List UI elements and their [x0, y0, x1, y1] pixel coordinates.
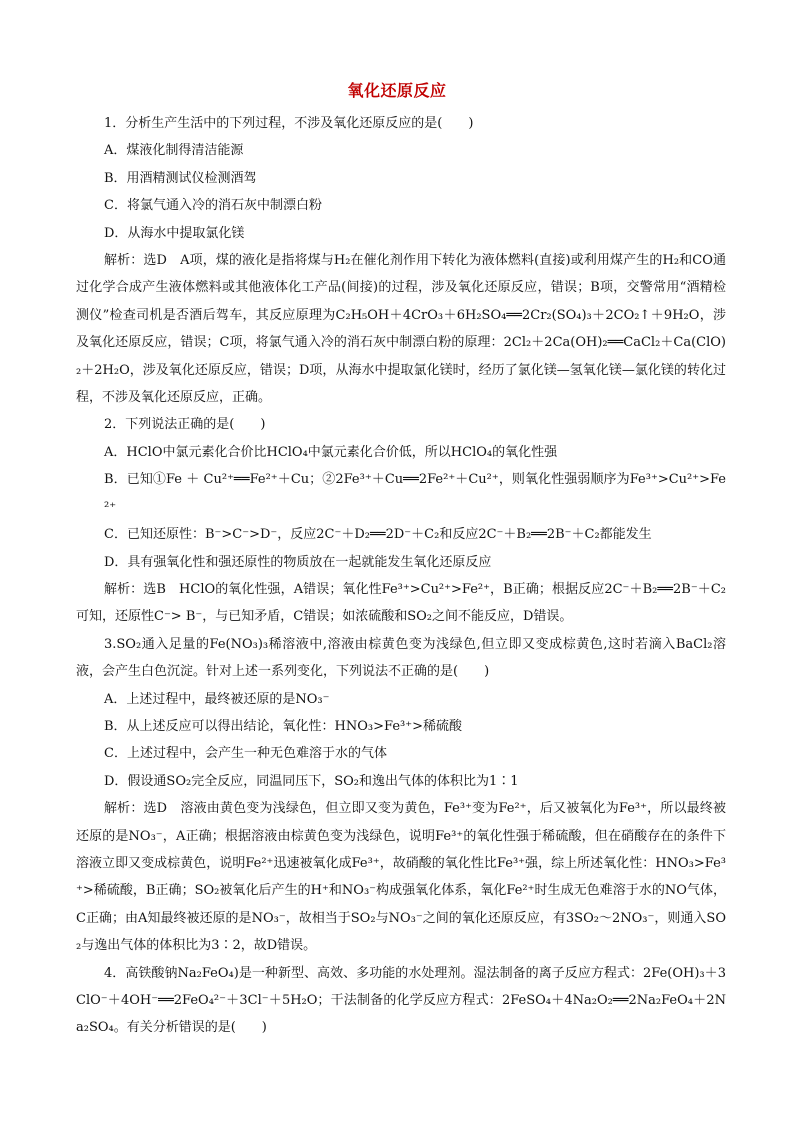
question-2-explanation: 解析：选B HClO的氧化性强，A错误；氧化性Fe³⁺>Cu²⁺>Fe²⁺，B正确；根据反应2C⁻＋B₂══2B⁻＋C₂可知，还原性C⁻> B⁻，与已知矛盾，C错误；如浓硫酸和SO₂之间不能反应，D错误。: [76, 581, 726, 625]
question-3-option-d: D．假设通SO₂完全反应，同温同压下，SO₂和逸出气体的体积比为1∶1: [104, 773, 519, 789]
document-body: [76, 110, 726, 1042]
question-3-explanation: 解析：选D 溶液由黄色变为浅绿色，但立即又变为黄色，Fe³⁺变为Fe²⁺，后又被氧化为Fe³⁺，所以最终被还原的是NO₃⁻，A正确；根据溶液由棕黄色变为浅绿色，说明Fe³⁺的氧化性强于稀硫酸，但在硝酸存在的条件下溶液立即又变成棕黄色，说明Fe²⁺迅速被氧化成Fe³⁺，故硝酸的氧化性比Fe³⁺强，综上所述氧化性：HNO₃>Fe³⁺>稀硫酸，B正确；SO₂被氧化后产生的H⁺和NO₃⁻构成强氧化体系，氧化Fe²⁺时生成无色难溶于水的NO气体，C正确；由A知最终被还原的是NO₃⁻，故相当于SO₂与NO₃⁻之间的氧化还原反应，有3SO₂～2NO₃⁻，则通入SO₂与逸出气体的体积比为3∶2，故D错误。: [76, 801, 726, 954]
question-3-option-c: C．上述过程中，会产生一种无色难溶于水的气体: [104, 746, 387, 762]
question-4-stem: 4．高铁酸钠Na₂FeO₄)是一种新型、高效、多功能的水处理剂。湿法制备的离子反应方程式：2Fe(OH)₃＋3ClO⁻＋4OH⁻══2FeO₄²⁻＋3Cl⁻＋5H₂O；干法制备的化学反应方程式：2FeSO₄＋4Na₂O₂══2Na₂FeO₄＋2Na₂SO₄。有关分析错误的是( ): [76, 965, 726, 1036]
question-3-option-b: B．从上述反应可以得出结论，氧化性：HNO₃>Fe³⁺>稀硫酸: [104, 718, 462, 734]
question-2-option-c: C．已知还原性：B⁻>C⁻>D⁻，反应2C⁻＋D₂══2D⁻＋C₂和反应2C⁻＋B₂══2B⁻＋C₂都能发生: [104, 527, 652, 543]
question-1-option-d: D．从海水中提取氯化镁: [104, 225, 245, 241]
question-1-option-c: C．将氯气通入冷的消石灰中制漂白粉: [104, 198, 322, 214]
question-1-option-a: A．煤液化制得清洁能源: [104, 143, 244, 159]
page-title: 氧化还原反应: [347, 81, 447, 100]
question-2-option-b: B．已知①Fe ＋ Cu²⁺══Fe²⁺＋Cu；②2Fe³⁺＋Cu══2Fe²⁺＋Cu²⁺，则氧化性强弱顺序为Fe³⁺>Cu²⁺>Fe²⁺: [104, 472, 726, 515]
question-3-stem: 3.SO₂通入足量的Fe(NO₃)₃稀溶液中,溶液由棕黄色变为浅绿色,但立即又变成棕黄色,这时若滴入BaCl₂溶液，会产生白色沉淀。针对上述一系列变化，下列说法不正确的是( ): [76, 636, 727, 680]
question-1-explanation: 解析：选D A项，煤的液化是指将煤与H₂在催化剂作用下转化为液体燃料(直接)或利用煤产生的H₂和CO通过化学合成产生液体燃料或其他液体化工产品(间接)的过程，涉及氧化还原反应，错误；B项，交警常用“酒精检测仪”检查司机是否酒后驾车，其反应原理为C₂H₅OH＋4CrO₃＋6H₂SO₄══2Cr₂(SO₄)₃＋2CO₂↑＋9H₂O，涉及氧化还原反应，错误；C项，将氯气通入冷的消石灰中制漂白粉的原理：2Cl₂＋2Ca(OH)₂══CaCl₂＋Ca(ClO)₂＋2H₂O，涉及氧化还原反应，错误；D项，从海水中提取氯化镁时，经历了氯化镁—氢氧化镁—氯化镁的转化过程，不涉及氧化还原反应，正确。: [76, 253, 726, 406]
question-2-stem: 2．下列说法正确的是( ): [104, 417, 266, 433]
question-1-option-b: B．用酒精测试仪检测酒驾: [104, 170, 257, 186]
question-3-option-a: A．上述过程中，最终被还原的是NO₃⁻: [104, 691, 330, 707]
question-2-option-d: D．具有强氧化性和强还原性的物质放在一起就能发生氧化还原反应: [104, 554, 492, 570]
question-2-option-a: A．HClO中氯元素化合价比HClO₄中氯元素化合价低，所以HClO₄的氧化性强: [104, 444, 558, 460]
question-1-stem: 1．分析生产生活中的下列过程，不涉及氧化还原反应的是( ): [104, 116, 474, 131]
